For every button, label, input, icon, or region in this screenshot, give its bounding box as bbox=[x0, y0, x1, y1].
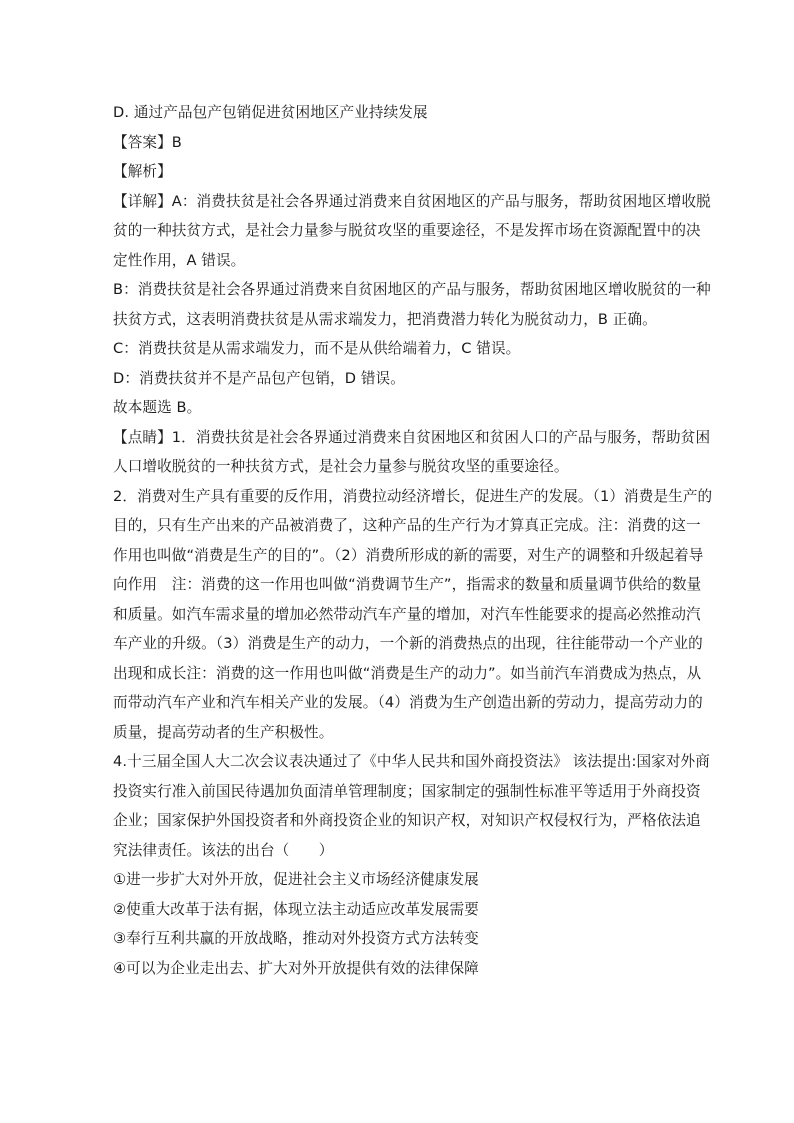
question-4-stem: 究法律责任。该法的出台（ ） bbox=[113, 841, 334, 859]
detail-line: D：消费扶贫并不是产品包产包销，D 错误。 bbox=[113, 369, 405, 387]
key-point-line: 向作用 注：消费的这一作用也叫做“消费调节生产”，指需求的数量和质量调节供给的数量 bbox=[113, 576, 702, 593]
key-point-line: 人口增收脱贫的一种扶贫方式，是社会力量参与脱贫攻坚的重要途径。 bbox=[113, 458, 569, 475]
conclusion-line: 故本题选 B。 bbox=[113, 399, 202, 416]
key-point-line: 出现和成长注：消费的这一作用也叫做“消费是生产的动力”。如当前汽车消费成为热点，从 bbox=[113, 664, 702, 682]
question-4-stem: 投资实行准入前国民待遇加负面清单管理制度；国家制定的强制性标准平等适用于外商投资 bbox=[113, 782, 701, 800]
key-point-line: 质量，提高劳动者的生产积极性。 bbox=[113, 723, 334, 741]
detail-line: 扶贫方式，这表明消费扶贫是从需求端发力，把消费潜力转化为脱贫动力，B 正确。 bbox=[113, 310, 657, 328]
detail-line: 定性作用，A 错误。 bbox=[113, 251, 246, 269]
key-point-line: 2．消费对生产具有重要的反作用，消费拉动经济增长，促进生产的发展。（1）消费是生产的 bbox=[113, 487, 713, 505]
question-4-stem: 4.十三届全国人大二次会议表决通过了《中华人民共和国外商投资法》 该法提出:国家对外商 bbox=[113, 753, 710, 770]
key-point-line: 车产业的升级。（3）消费是生产的动力，一个新的消费热点的出现，往往能带动一个产业的 bbox=[113, 635, 703, 652]
analysis-heading: 【解析】 bbox=[113, 163, 172, 180]
key-point-line: 作用也叫做“消费是生产的目的”。（2）消费所形成的新的需要，对生产的调整和升级起着导 bbox=[113, 546, 704, 564]
key-point-line: 而带动汽车产业和汽车相关产业的发展。（4）消费为生产创造出新的劳动力，提高劳动力的 bbox=[113, 694, 703, 711]
choice-item: ③奉行互利共赢的开放战略，推动对外投资方式方法转变 bbox=[113, 930, 479, 947]
key-point-line: 目的，只有生产出来的产品被消费了，这种产品的生产行为才算真正完成。注：消费的这一 bbox=[113, 517, 701, 534]
key-point-line: 【点睛】1．消费扶贫是社会各界通过消费来自贫困地区和贫困人口的产品与服务，帮助贫困 bbox=[113, 428, 711, 446]
key-point-line: 和质量。如汽车需求量的增加必然带动汽车产量的增加，对汽车性能要求的提高必然推动汽 bbox=[113, 605, 701, 623]
choice-item: ②使重大改革于法有据，体现立法主动适应改革发展需要 bbox=[113, 900, 479, 918]
option-d: D. 通过产品包产包销促进贫困地区产业持续发展 bbox=[113, 104, 428, 121]
detail-line: 【详解】A：消费扶贫是社会各界通过消费来自贫困地区的产品与服务，帮助贫困地区增收脱 bbox=[113, 192, 711, 210]
answer-line: 【答案】B bbox=[113, 133, 182, 151]
document-body bbox=[113, 98, 713, 983]
question-4-stem: 企业；国家保护外国投资者和外商投资企业的知识产权，对知识产权侵权行为，严格依法追 bbox=[113, 812, 701, 829]
detail-line: 贫的一种扶贫方式，是社会力量参与脱贫攻坚的重要途径，不是发挥市场在资源配置中的决 bbox=[113, 222, 701, 239]
choice-item: ①进一步扩大对外开放，促进社会主义市场经济健康发展 bbox=[113, 871, 479, 888]
detail-line: C：消费扶贫是从需求端发力，而不是从供给端着力，C 错误。 bbox=[113, 340, 521, 357]
detail-line: B：消费扶贫是社会各界通过消费来自贫困地区的产品与服务，帮助贫困地区增收脱贫的一种 bbox=[113, 281, 711, 298]
choice-item: ④可以为企业走出去、扩大对外开放提供有效的法律保障 bbox=[113, 959, 479, 977]
